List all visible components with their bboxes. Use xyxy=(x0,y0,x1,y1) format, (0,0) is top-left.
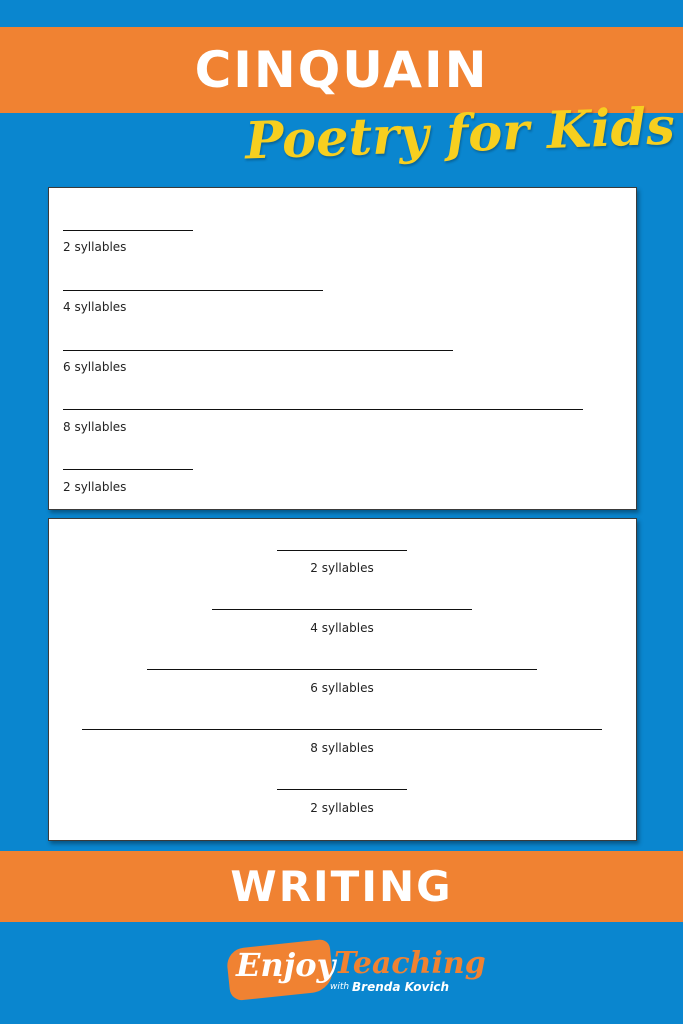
writing-line[interactable] xyxy=(277,789,407,790)
writing-line[interactable] xyxy=(147,669,537,670)
syllable-label: 6 syllables xyxy=(310,681,374,695)
page-subtitle: Poetry for Kids xyxy=(244,96,676,172)
writing-banner xyxy=(0,851,683,922)
enjoy-teaching-logo xyxy=(224,940,486,1004)
syllable-label: 4 syllables xyxy=(63,300,127,314)
writing-line[interactable] xyxy=(82,729,602,730)
syllable-label: 4 syllables xyxy=(310,621,374,635)
page-title: CINQUAIN xyxy=(194,41,489,99)
writing-line[interactable] xyxy=(63,230,193,231)
worksheet-centered xyxy=(48,518,637,841)
writing-line[interactable] xyxy=(63,290,323,291)
syllable-label: 2 syllables xyxy=(63,480,127,494)
writing-line[interactable] xyxy=(212,609,472,610)
writing-line[interactable] xyxy=(277,550,407,551)
syllable-label: 8 syllables xyxy=(63,420,127,434)
writing-line[interactable] xyxy=(63,469,193,470)
syllable-label: 2 syllables xyxy=(310,801,374,815)
syllable-label: 2 syllables xyxy=(310,561,374,575)
logo-word-teaching: Teaching xyxy=(334,946,486,981)
syllable-label: 2 syllables xyxy=(63,240,127,254)
logo-with: with xyxy=(330,982,350,992)
writing-label: WRITING xyxy=(230,862,453,911)
writing-line[interactable] xyxy=(63,350,453,351)
writing-line[interactable] xyxy=(63,409,583,410)
worksheet-left-aligned xyxy=(48,187,637,510)
logo-author: Brenda Kovich xyxy=(352,980,450,994)
syllable-label: 8 syllables xyxy=(310,741,374,755)
syllable-label: 6 syllables xyxy=(63,360,127,374)
logo-word-enjoy: Enjoy xyxy=(236,946,336,984)
